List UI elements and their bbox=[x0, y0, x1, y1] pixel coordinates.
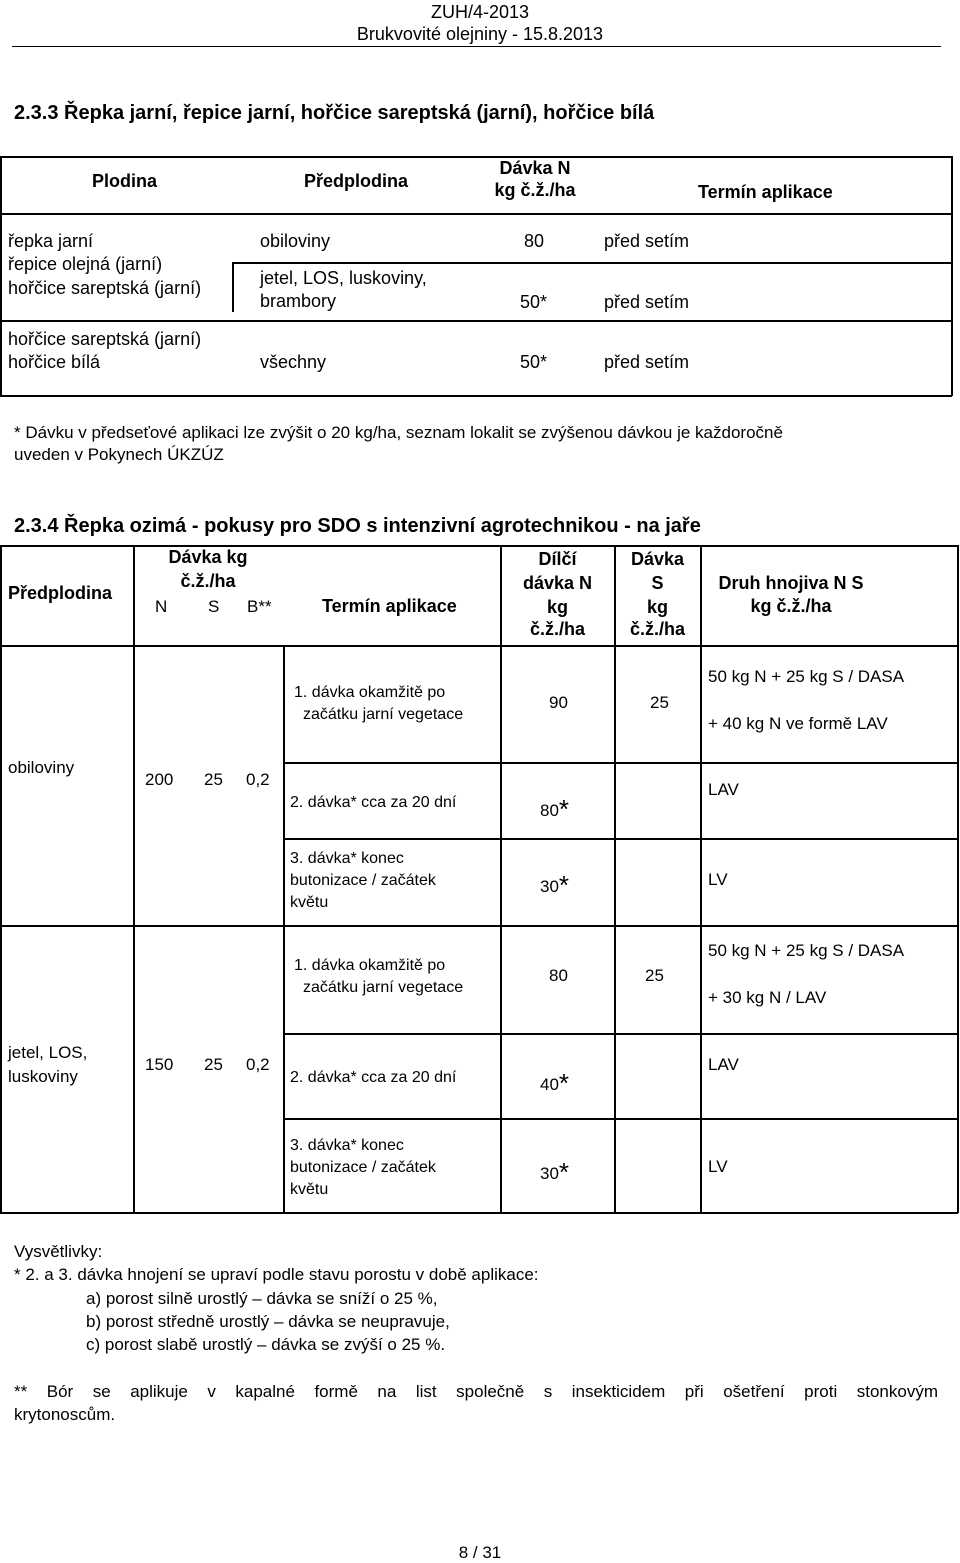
druh-value: + 40 kg N ve formě LAV bbox=[708, 714, 888, 733]
predplodina-value: všechny bbox=[260, 352, 327, 372]
crop-name: řepka jarní bbox=[8, 231, 94, 251]
crop-name: hořčice sareptská (jarní) bbox=[8, 329, 202, 349]
termin-value: 1. dávka okamžitě po bbox=[294, 957, 446, 974]
termin-value: před setím bbox=[604, 292, 690, 312]
notes-line: * 2. a 3. dávka hnojení se upraví podle stavu porostu v době aplikace: bbox=[14, 1265, 539, 1284]
dilci-value bbox=[540, 1068, 569, 1099]
notes-item-a: a) porost silně urostlý – dávka se sníží o 25 %, bbox=[86, 1289, 438, 1308]
dilci-value bbox=[540, 794, 569, 825]
col-n: N bbox=[155, 597, 168, 616]
davka-value: 80 bbox=[524, 231, 545, 251]
col-plodina: Plodina bbox=[92, 171, 158, 191]
header-rule bbox=[12, 46, 941, 47]
predplodina-value: jetel, LOS, bbox=[8, 1043, 88, 1062]
termin-value: butonizace / začátek bbox=[290, 872, 436, 889]
col-davka-kg: Dávka kg bbox=[168, 547, 248, 567]
page-number: 8 / 31 bbox=[458, 1543, 502, 1562]
davka-s-value: 25 bbox=[645, 966, 664, 985]
footnote-line: uveden v Pokynech ÚKZÚZ bbox=[14, 445, 224, 464]
davka-value: 50* bbox=[520, 352, 548, 372]
dilci-number: 40 bbox=[540, 1075, 559, 1094]
druh-value: 50 kg N + 25 kg S / DASA bbox=[708, 667, 905, 686]
col-termin: Termín aplikace bbox=[698, 182, 833, 202]
dilci-value: 90 bbox=[549, 693, 568, 712]
group-border bbox=[0, 925, 958, 927]
b-value: 0,2 bbox=[246, 770, 270, 789]
row-border bbox=[283, 1118, 958, 1120]
col-predplodina: Předplodina bbox=[304, 171, 409, 191]
dilci-value: 80 bbox=[549, 966, 568, 985]
predplodina-value: jetel, LOS, luskoviny, bbox=[260, 268, 427, 288]
notes-bor-line: ** Bór se aplikuje v kapalné formě na list společně s insekticidem při ošetření proti stonkovým bbox=[14, 1382, 938, 1401]
davka-value: 50* bbox=[520, 292, 548, 312]
druh-value: LAV bbox=[708, 1055, 739, 1074]
notes-bor-line: krytonoscům. bbox=[14, 1405, 116, 1424]
col-border bbox=[283, 645, 285, 1213]
termin-value: butonizace / začátek bbox=[290, 1159, 436, 1176]
dilci-number: 30 bbox=[540, 877, 559, 896]
header-subtitle: Brukvovité olejniny - 15.8.2013 bbox=[356, 24, 604, 44]
header-code: ZUH/4-2013 bbox=[430, 2, 530, 22]
predplodina-value: luskoviny bbox=[8, 1067, 78, 1086]
crop-name: hořčice sareptská (jarní) bbox=[8, 278, 202, 298]
crop-name: hořčice bílá bbox=[8, 352, 101, 372]
table-233-header-border bbox=[0, 213, 952, 215]
col-davka-s: č.ž./ha bbox=[629, 619, 686, 639]
notes-item-b: b) porost středně urostlý – dávka se neupravuje, bbox=[86, 1312, 450, 1331]
b-value: 0,2 bbox=[246, 1055, 270, 1074]
section-title-234: 2.3.4 Řepka ozimá - pokusy pro SDO s intenzivní agrotechnikou - na jaře bbox=[14, 515, 701, 537]
table-233-right-border bbox=[951, 156, 953, 396]
notes-item-c: c) porost slabě urostlý – dávka se zvýší o 25 %. bbox=[86, 1335, 446, 1354]
col-davka-s: S bbox=[651, 573, 664, 593]
termin-value: 3. dávka* konec bbox=[290, 850, 404, 867]
row-border bbox=[0, 320, 952, 322]
predplodina-value: obiloviny bbox=[260, 231, 331, 251]
table-233-bottom-border bbox=[0, 395, 952, 397]
col-dilci: dávka N bbox=[522, 573, 593, 593]
row-border bbox=[283, 838, 958, 840]
dilci-value bbox=[540, 870, 569, 901]
row-border bbox=[283, 1033, 958, 1035]
cell-border bbox=[232, 262, 234, 312]
table-234-bottom-border bbox=[0, 1212, 958, 1214]
termin-value: 2. dávka* cca za 20 dní bbox=[290, 1069, 457, 1086]
star-mark: * bbox=[558, 794, 570, 824]
col-b: B** bbox=[247, 597, 272, 616]
termin-value: 3. dávka* konec bbox=[290, 1137, 404, 1154]
col-dilci: č.ž./ha bbox=[529, 619, 586, 639]
col-border bbox=[133, 545, 135, 1213]
col-border bbox=[500, 545, 502, 1213]
druh-value: LV bbox=[708, 1157, 728, 1176]
col-czha: č.ž./ha bbox=[180, 571, 236, 591]
dilci-value bbox=[540, 1157, 569, 1188]
termin-value: před setím bbox=[604, 352, 690, 372]
col-dilci: kg bbox=[546, 597, 568, 617]
col-druh: kg č.ž./ha bbox=[750, 596, 832, 616]
predplodina-value: brambory bbox=[260, 291, 337, 311]
notes-heading: Vysvětlivky: bbox=[14, 1242, 103, 1261]
n-value: 150 bbox=[145, 1055, 174, 1074]
col-border bbox=[700, 545, 702, 1213]
col-druh: Druh hnojiva N S bbox=[718, 573, 864, 593]
star-mark: * bbox=[558, 1157, 570, 1187]
davka-s-value: 25 bbox=[650, 693, 669, 712]
termin-value: začátku jarní vegetace bbox=[303, 979, 464, 996]
star-mark: * bbox=[558, 870, 570, 900]
s-value: 25 bbox=[204, 770, 223, 789]
n-value: 200 bbox=[145, 770, 174, 789]
col-davka-s: Dávka bbox=[630, 549, 685, 569]
druh-value: + 30 kg N / LAV bbox=[708, 988, 827, 1007]
col-davka-s: kg bbox=[646, 597, 668, 617]
druh-value: 50 kg N + 25 kg S / DASA bbox=[708, 941, 905, 960]
dilci-number: 30 bbox=[540, 1164, 559, 1183]
table-233-left-border bbox=[0, 156, 2, 396]
termin-value: začátku jarní vegetace bbox=[303, 706, 464, 723]
dilci-number: 80 bbox=[540, 801, 559, 820]
termin-value: květu bbox=[290, 894, 329, 911]
cell-border bbox=[232, 262, 952, 264]
termin-value: 1. dávka okamžitě po bbox=[294, 684, 446, 701]
col-davka-line2: kg č.ž./ha bbox=[494, 180, 576, 200]
table-234-header-border bbox=[0, 645, 958, 647]
druh-value: LAV bbox=[708, 780, 739, 799]
col-predplodina: Předplodina bbox=[8, 583, 113, 603]
s-value: 25 bbox=[204, 1055, 223, 1074]
predplodina-value: obiloviny bbox=[8, 758, 75, 777]
druh-value: LV bbox=[708, 870, 728, 889]
star-mark: * bbox=[558, 1068, 570, 1098]
col-davka-line1: Dávka N bbox=[499, 158, 571, 178]
termin-value: květu bbox=[290, 1181, 329, 1198]
section-title-233: 2.3.3 Řepka jarní, řepice jarní, hořčice sareptská (jarní), hořčice bílá bbox=[14, 102, 655, 124]
col-s: S bbox=[208, 597, 220, 616]
footnote-line: * Dávku v předseťové aplikaci lze zvýšit o 20 kg/ha, seznam lokalit se zvýšenou dávkou je každoročně bbox=[14, 423, 783, 442]
termin-value: 2. dávka* cca za 20 dní bbox=[290, 794, 457, 811]
crop-name: řepice olejná (jarní) bbox=[8, 254, 163, 274]
col-dilci: Dílčí bbox=[538, 549, 577, 569]
col-termin: Termín aplikace bbox=[322, 596, 457, 616]
row-border bbox=[283, 762, 958, 764]
col-border bbox=[614, 545, 616, 1213]
termin-value: před setím bbox=[604, 231, 690, 251]
